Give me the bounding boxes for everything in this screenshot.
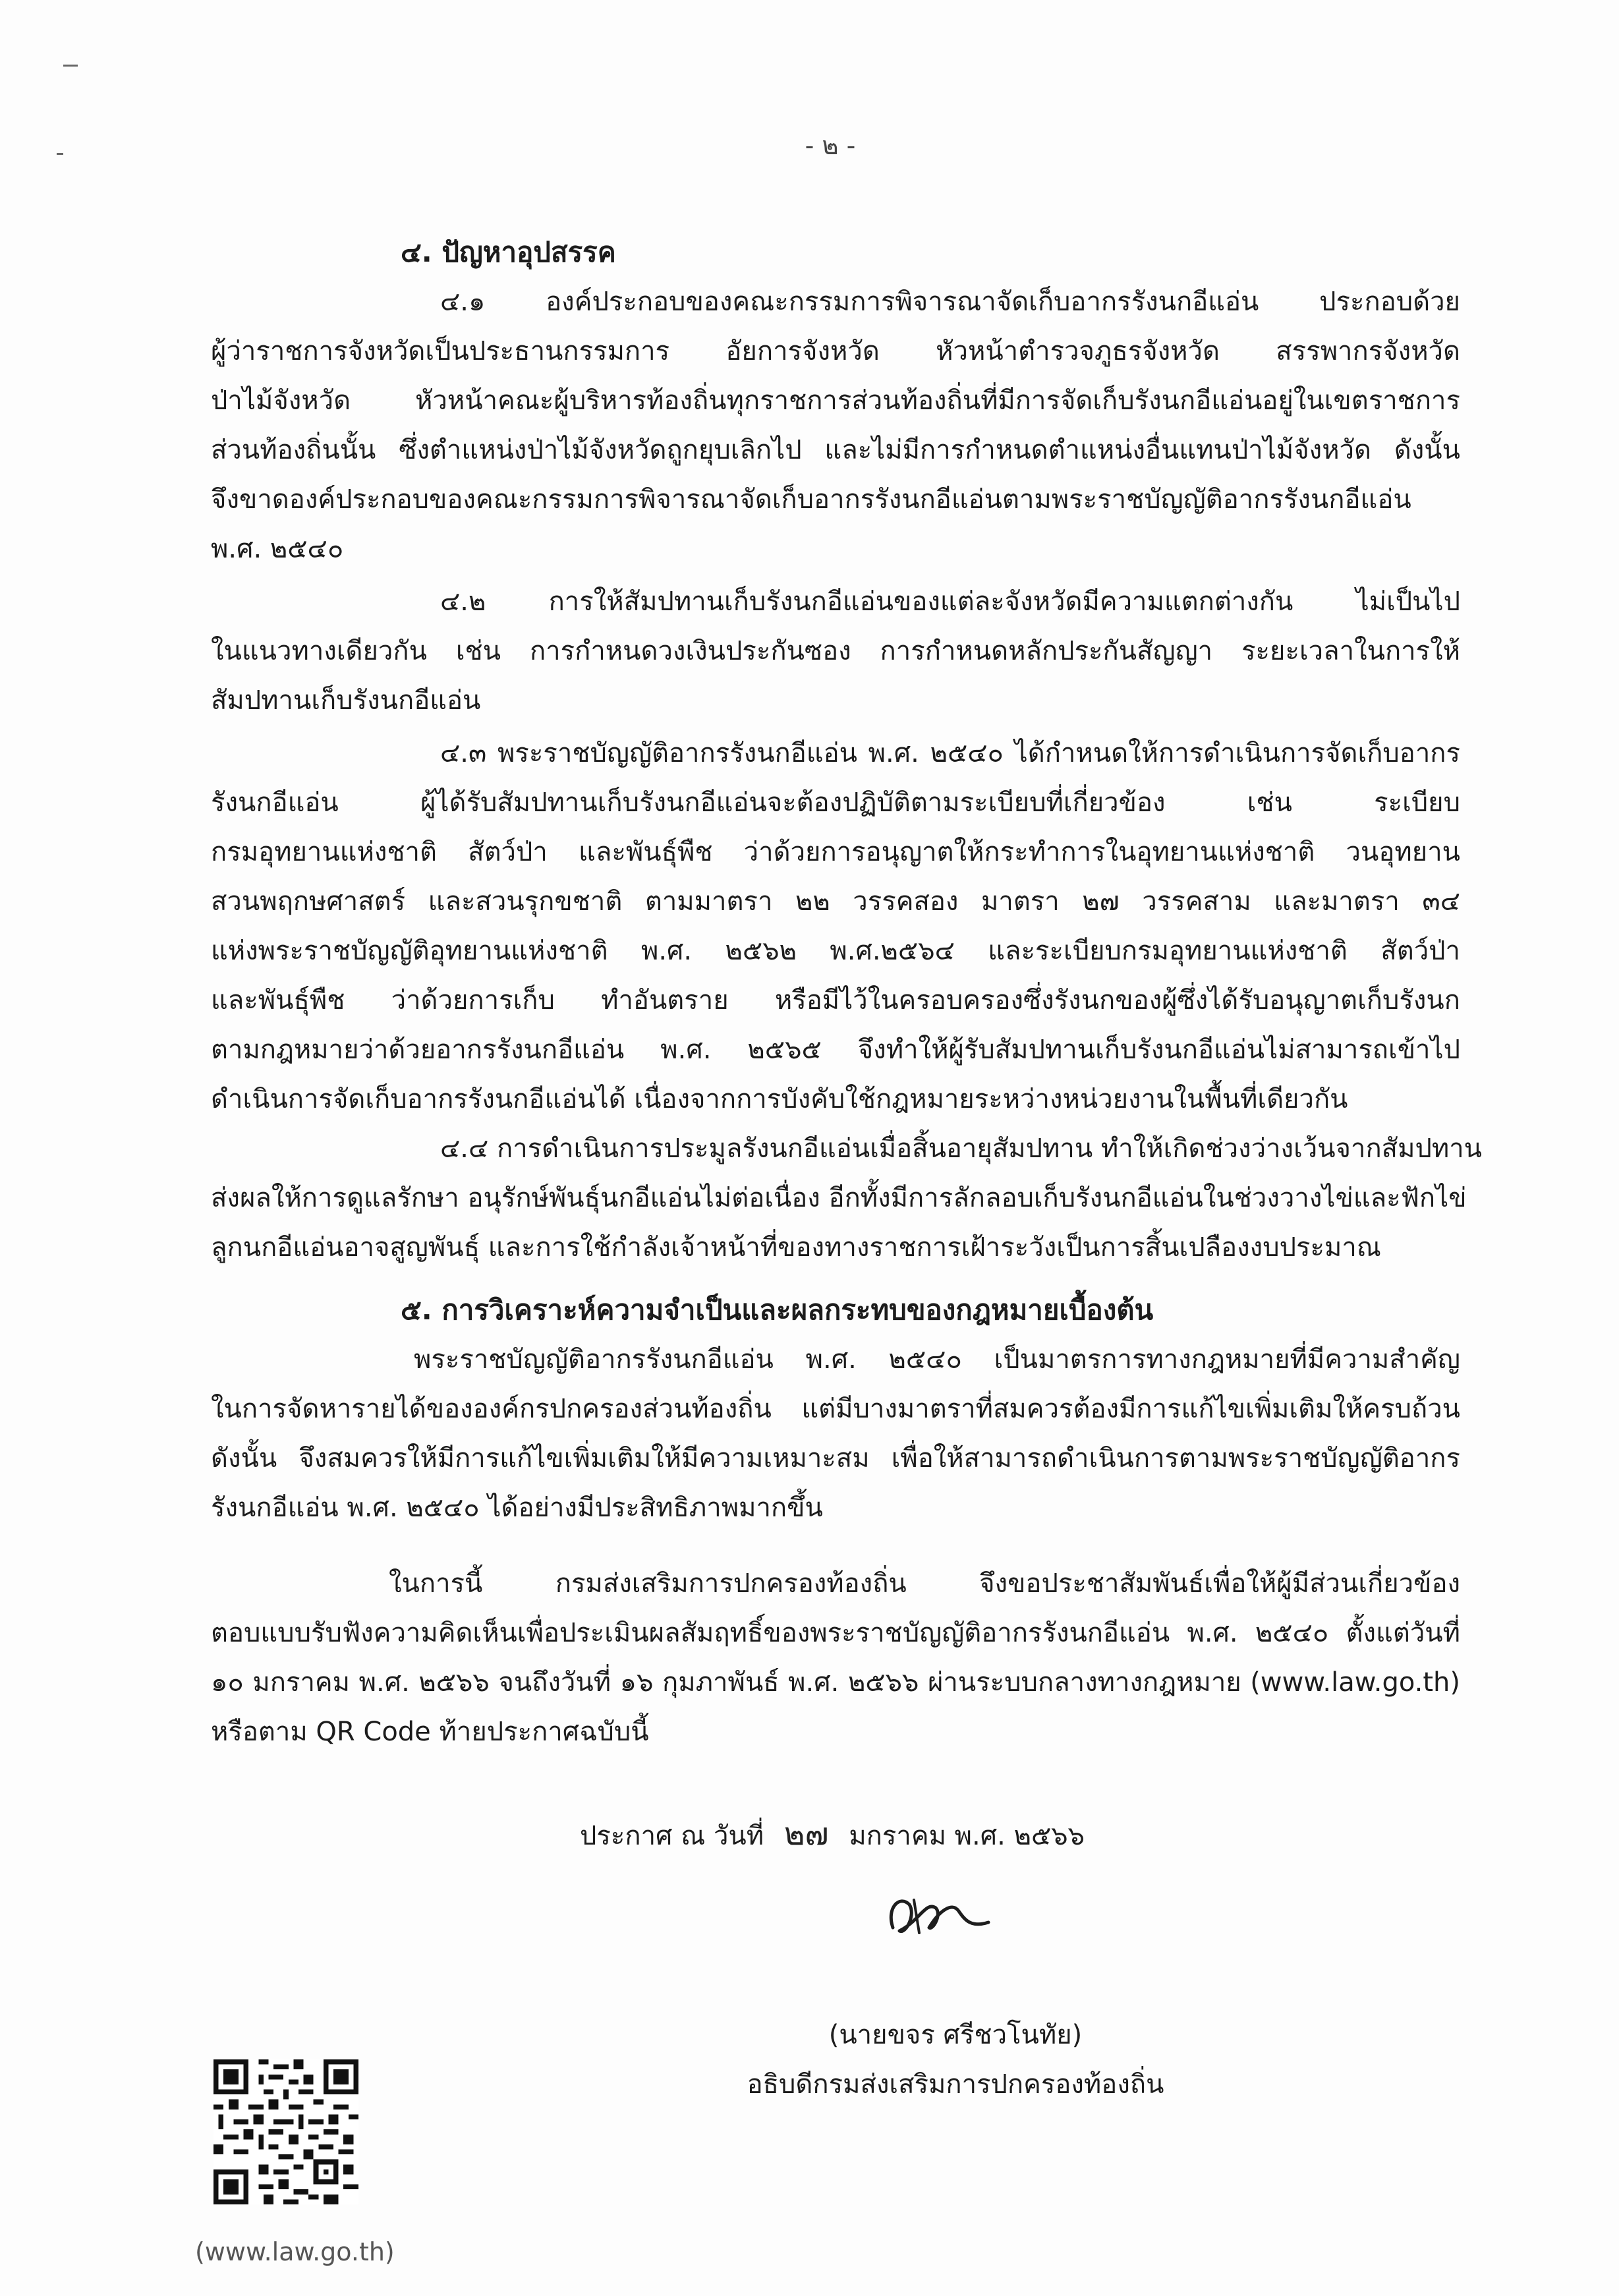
section-4-1-line: จึงขาดองค์ประกอบของคณะกรรมการพิจารณาจัดเก็บอากรรังนกอีแอ่นตามพระราชบัญญัติอากรรังนกอีแอ่น <box>211 484 1411 515</box>
section-4-3-line: ตามกฎหมายว่าด้วยอากรรังนกอีแอ่น พ.ศ. ๒๕๖๕ จึงทำให้ผู้รับสัมปทานเก็บรังนกอีแอ่นไม่สามารถเข้าไป <box>211 1035 1460 1065</box>
announcement-date <box>580 1809 1085 1859</box>
publicity-paragraph-line: ๑๐ มกราคม พ.ศ. ๒๕๖๖ จนถึงวันที่ ๑๖ กุมภาพันธ์ พ.ศ. ๒๕๖๖ ผ่านระบบกลางทางกฎหมาย (www.law.go.th) <box>211 1667 1460 1698</box>
section-4-1-line: ๔.๑ องค์ประกอบของคณะกรรมการพิจารณาจัดเก็บอากรรังนกอีแอ่น ประกอบด้วย <box>440 287 1460 317</box>
publicity-paragraph-line: ตอบแบบรับฟังความคิดเห็นเพื่อประเมินผลสัมฤทธิ์ของพระราชบัญญัติอากรรังนกอีแอ่น พ.ศ. ๒๕๔๐ ตั้งแต่วันที่ <box>211 1618 1460 1648</box>
section-4-3-line: ดำเนินการจัดเก็บอากรรังนกอีแอ่นได้ เนื่องจากการบังคับใช้กฎหมายระหว่างหน่วยงานในพื้นที่เดียวกัน <box>211 1084 1348 1114</box>
section-4-2-line: ๔.๒ การให้สัมปทานเก็บรังนกอีแอ่นของแต่ละจังหวัดมีความแตกต่างกัน ไม่เป็นไป <box>440 587 1460 617</box>
announcement-suffix: มกราคม พ.ศ. ๒๕๖๖ <box>849 1821 1085 1851</box>
section-5-paragraph-line: ดังนั้น จึงสมควรให้มีการแก้ไขเพิ่มเติมให้มีความเหมาะสม เพื่อให้สามารถดำเนินการตามพระราชบัญญัติอากร <box>211 1443 1460 1474</box>
section-4-1-line: ส่วนท้องถิ่นนั้น ซึ่งตำแหน่งป่าไม้จังหวัดถูกยุบเลิกไป และไม่มีการกำหนดตำแหน่งอื่นแทนป่าไม้จังหวัด ดังนั้น <box>211 435 1460 465</box>
section-4-3-line: รังนกอีแอ่น ผู้ได้รับสัมปทานเก็บรังนกอีแอ่นจะต้องปฏิบัติตามระเบียบที่เกี่ยวข้อง เช่น ระเบียบ <box>211 788 1460 818</box>
section-4-4-line: ส่งผลให้การดูแลรักษา อนุรักษ์พันธุ์นกอีแอ่นไม่ต่อเนื่อง อีกทั้งมีการลักลอบเก็บรังนกอีแอ่นในช่วงวางไข่และฟักไข่ <box>211 1183 1467 1213</box>
scan-mark <box>63 65 78 67</box>
announcement-day: ๒๗ <box>783 1816 829 1852</box>
signatory-title: อธิบดีกรมส่งเสริมการปกครองท้องถิ่น <box>747 2069 1164 2100</box>
section-4-3-line: และพันธุ์พืช ว่าด้วยการเก็บ ทำอันตราย หรือมีไว้ในครอบครองซึ่งรังนกของผู้ซึ่งได้รับอนุญาตเก็บรังนก <box>211 985 1460 1016</box>
section-4-3-line: สวนพฤกษศาสตร์ และสวนรุกขชาติ ตามมาตรา ๒๒ วรรคสอง มาตรา ๒๗ วรรคสาม และมาตรา ๓๔ <box>211 886 1460 917</box>
section-5-paragraph-line: พระราชบัญญัติอากรรังนกอีแอ่น พ.ศ. ๒๕๔๐ เป็นมาตรการทางกฎหมายที่มีความสำคัญ <box>414 1344 1460 1375</box>
signature <box>873 1881 1005 1954</box>
section-4-3-line: กรมอุทยานแห่งชาติ สัตว์ป่า และพันธุ์พืช ว่าด้วยการอนุญาตให้กระทำการในอุทยานแห่งชาติ วนอุทยาน <box>211 837 1460 867</box>
section-4-1-line: ป่าไม้จังหวัด หัวหน้าคณะผู้บริหารท้องถิ่นทุกราชการส่วนท้องถิ่นที่มีการจัดเก็บรังนกอีแอ่นอยู่ในเขตราชการ <box>211 386 1460 416</box>
section-4-2-line: สัมปทานเก็บรังนกอีแอ่น <box>211 685 481 716</box>
section-5-paragraph-line: ในการจัดหารายได้ขององค์กรปกครองส่วนท้องถิ่น แต่มีบางมาตราที่สมควรต้องมีการแก้ไขเพิ่มเติมให้ครบถ้วน <box>211 1394 1460 1424</box>
section-4-heading: ๔. ปัญหาอุปสรรค <box>401 236 616 268</box>
scan-mark <box>57 153 63 155</box>
section-4-2-line: ในแนวทางเดียวกัน เช่น การกำหนดวงเงินประกันซอง การกำหนดหลักประกันสัญญา ระยะเวลาในการให้ <box>211 636 1460 666</box>
publicity-paragraph-line: หรือตาม QR Code ท้ายประกาศฉบับนี้ <box>211 1717 649 1747</box>
announcement-prefix: ประกาศ ณ วันที่ <box>580 1821 764 1851</box>
section-4-4-line: ลูกนกอีแอ่นอาจสูญพันธุ์ และการใช้กำลังเจ้าหน้าที่ของทางราชการเฝ้าระวังเป็นการสิ้นเปลืองงบประมาณ <box>211 1232 1381 1263</box>
section-4-3-line: ๔.๓ พระราชบัญญัติอากรรังนกอีแอ่น พ.ศ. ๒๕๔๐ ได้กำหนดให้การดำเนินการจัดเก็บอากร <box>440 738 1460 768</box>
publicity-paragraph-line: ในการนี้ กรมส่งเสริมการปกครองท้องถิ่น จึงขอประชาสัมพันธ์เพื่อให้ผู้มีส่วนเกี่ยวข้อง <box>389 1568 1460 1599</box>
page-number: - ๒ - <box>805 131 856 160</box>
signatory-name: (นายขจร ศรีชวโนทัย) <box>828 2020 1083 2050</box>
section-4-4-line: ๔.๔ การดำเนินการประมูลรังนกอีแอ่นเมื่อสิ้นอายุสัมปทาน ทำให้เกิดช่วงว่างเว้นจากสัมปทาน <box>440 1134 1483 1164</box>
section-5-heading: ๕. การวิเคราะห์ความจำเป็นและผลกระทบของกฎหมายเบื้องต้น <box>401 1294 1154 1326</box>
section-5-paragraph-line: รังนกอีแอ่น พ.ศ. ๒๕๔๐ ได้อย่างมีประสิทธิภาพมากขึ้น <box>211 1493 823 1523</box>
section-4-1-line: พ.ศ. ๒๕๔๐ <box>211 534 344 564</box>
section-4-3-line: แห่งพระราชบัญญัติอุทยานแห่งชาติ พ.ศ. ๒๕๖๒ พ.ศ.๒๕๖๔ และระเบียบกรมอุทยานแห่งชาติ สัตว์ป่า <box>211 936 1460 966</box>
qr-code[interactable] <box>213 2059 358 2204</box>
section-4-1-line: ผู้ว่าราชการจังหวัดเป็นประธานกรรมการ อัยการจังหวัด หัวหน้าตำรวจภูธรจังหวัด สรรพากรจังหวัด <box>211 336 1460 366</box>
qr-caption: (www.law.go.th) <box>195 2237 395 2266</box>
